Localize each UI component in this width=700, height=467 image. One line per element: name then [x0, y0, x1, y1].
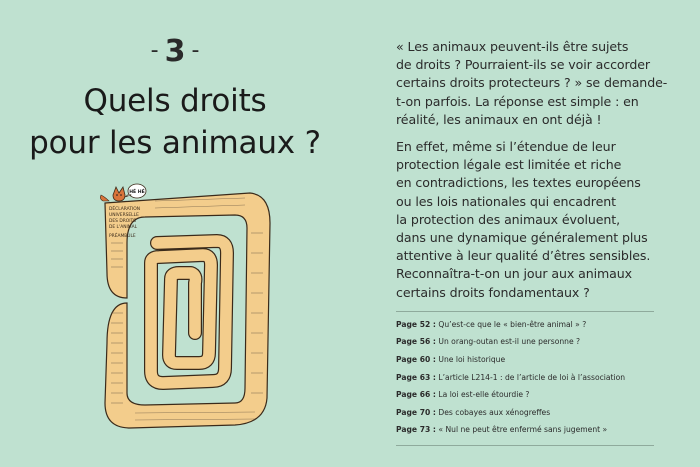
text-line: attentive à leur qualité d’êtres sensibles. [396, 248, 651, 264]
scroll-subheading: PRÉAMBULE [109, 234, 136, 239]
body-paragraph [396, 138, 658, 302]
text-line: dans une dynamique généralement plus [396, 230, 648, 246]
toc-title: L’article L214-1 : de l’article de loi à l’association [438, 372, 626, 382]
toc-page: Page 63 : [396, 372, 436, 382]
title-line: Quels droits [83, 83, 267, 119]
toc-title: Une loi historique [438, 355, 506, 365]
scroll-heading-line: DE L'ANIMAL [109, 225, 138, 230]
text-line: En effet, même si l’étendue de leur [396, 139, 616, 155]
text-line: Reconnaîtra-t-on un jour aux animaux [396, 266, 633, 282]
scroll-heading [109, 204, 140, 239]
toc-page: Page 66 : [396, 390, 436, 400]
chapter-dash-right: - [191, 38, 200, 63]
toc-title: Des cobayes aux xénogreffes [438, 407, 551, 417]
text-line: réalité, les animaux en ont déjà ! [396, 111, 602, 127]
scroll-heading-line: UNIVERSELLE [109, 213, 139, 218]
page-title [0, 80, 350, 164]
toc-title: Qu’est-ce que le « bien-être animal » ? [438, 319, 587, 329]
text-line: t-on parfois. La réponse est simple : en [396, 93, 639, 109]
text-line: certains droits fondamentaux ? [396, 284, 590, 300]
toc-item [396, 316, 654, 334]
toc-page: Page 56 : [396, 337, 436, 347]
toc-page: Page 70 : [396, 407, 436, 417]
toc-item [396, 369, 654, 387]
toc-page: Page 52 : [396, 319, 436, 329]
scroll-illustration [85, 183, 285, 433]
intro-paragraph [396, 38, 668, 129]
toc-item [396, 333, 654, 351]
text-line: en contradictions, les textes européens [396, 175, 641, 191]
scroll-heading-line: DES DROITS [109, 219, 136, 224]
text-line: la protection des animaux évoluent, [396, 211, 621, 227]
toc-title: Un orang-outan est-il une personne ? [438, 337, 581, 347]
right-page [396, 38, 668, 446]
text-line: protection légale est limitée et riche [396, 157, 622, 173]
chapter-number [0, 34, 350, 69]
speech-bubble [125, 184, 146, 198]
chapter-dash-left: - [150, 38, 159, 63]
toc-item [396, 386, 654, 404]
toc-item [396, 351, 654, 369]
toc-page: Page 60 : [396, 355, 436, 365]
text-line: ou les lois nationales qui encadrent [396, 193, 616, 209]
toc-item [396, 404, 654, 422]
scroll-heading-line: DÉCLARATION [109, 207, 141, 212]
toc-title: « Nul ne peut être enfermé sans jugement » [438, 425, 608, 435]
toc-title: La loi est-elle étourdie ? [438, 390, 530, 400]
text-line: certains droits protecteurs ? » se demande- [396, 75, 668, 91]
speech-bubble-text: HÉ HÉ [129, 190, 145, 195]
table-of-contents [396, 311, 654, 446]
text-line: de droits ? Pourraient-ils se voir accorder [396, 57, 650, 73]
toc-page: Page 73 : [396, 425, 436, 435]
text-line: « Les animaux peuvent-ils être sujets [396, 39, 629, 54]
toc-item [396, 421, 654, 439]
fox-character [100, 187, 125, 201]
title-line: pour les animaux ? [29, 125, 321, 161]
chapter-number-value: 3 [164, 34, 186, 69]
